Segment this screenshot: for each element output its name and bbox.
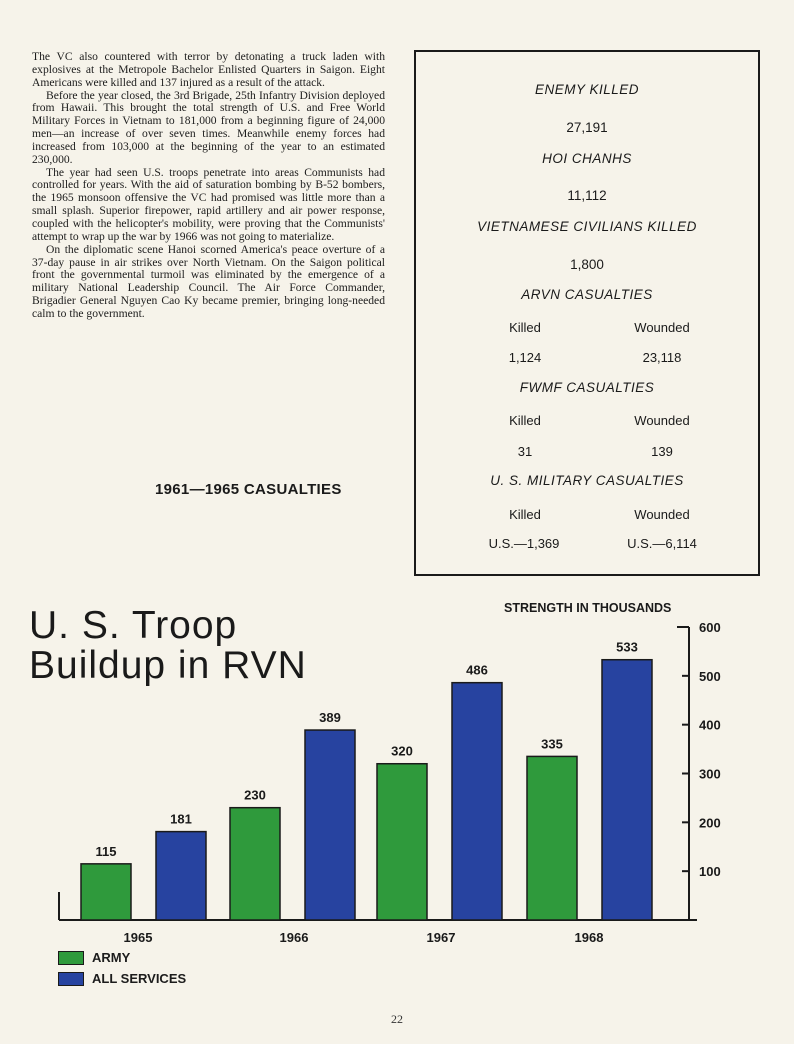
bar-value-label: 115 [95, 843, 117, 859]
us-wounded-label: Wounded [634, 507, 690, 522]
fwmf-wounded-value: 139 [651, 444, 673, 459]
bar-value-label: 486 [466, 662, 488, 678]
bar-army-1965 [81, 864, 131, 920]
y-tick-label: 600 [699, 620, 721, 635]
legend-item-army [58, 947, 186, 968]
legend-swatch-all-services [58, 972, 84, 986]
bar-army-1966 [230, 808, 280, 920]
bar-army-1968 [527, 756, 577, 920]
x-category-label: 1965 [123, 930, 153, 945]
bar-value-label: 230 [244, 787, 266, 803]
hoi-chanhs-value: 11,112 [567, 188, 607, 203]
enemy-killed-label: ENEMY KILLED [534, 82, 640, 97]
bar-value-label: 389 [319, 710, 341, 726]
fwmf-wounded-label: Wounded [634, 413, 690, 428]
x-category-label: 1967 [426, 930, 456, 945]
paragraph-1: The VC also countered with terror by detonating a truck laden with explosives at the Metropole Bachelor Enlisted Quarters in Saigon. Eight Americans were killed and 137 injured as a result of the attack. [32, 50, 385, 89]
civilians-value: 1,800 [570, 257, 604, 272]
legend-item-all-services [58, 968, 186, 989]
y-tick-label: 200 [699, 815, 721, 831]
y-tick-label: 100 [699, 864, 721, 880]
arvn-killed-label: Killed [509, 320, 541, 335]
y-tick-label: 300 [699, 766, 721, 782]
y-tick-label: 400 [699, 717, 721, 733]
arvn-killed-value: 1,124 [508, 350, 542, 365]
us-killed-label: Killed [509, 507, 541, 522]
bar-army-1967 [377, 764, 427, 920]
us-wounded-value: U.S.—6,114 [627, 536, 697, 551]
chart-title-line-2: Buildup in RVN [29, 644, 307, 687]
x-category-label: 1968 [574, 930, 604, 945]
bar-all-services-1966 [305, 730, 355, 920]
paragraph-3: The year had seen U.S. troops penetrate into areas Communists had controlled for years. With the aid of saturation bombing by B-52 bombers, the 1965 monsoon offensive the VC had promised was little more than a small splash. Superior firepower, rapid artillery and air power response, coupled with the helicopter's mobility, were proving that the Communists' attempt to wrap up the war by 1966 was not going to materialize. [32, 165, 385, 243]
civilians-label: VIETNAMESE CIVILIANS KILLED [477, 219, 697, 234]
bar-value-label: 320 [391, 743, 413, 759]
bar-all-services-1968 [602, 660, 652, 920]
y-tick-label: 500 [699, 668, 721, 684]
bar-all-services-1965 [156, 832, 206, 920]
legend-label-army: ARMY [92, 950, 131, 965]
casualties-title: 1961—1965 CASUALTIES [155, 481, 342, 498]
bar-value-label: 181 [170, 811, 192, 827]
chart-legend [58, 947, 186, 989]
paragraph-2: Before the year closed, the 3rd Brigade, 25th Infantry Division deployed from Hawaii. This brought the total strength of U.S. and Free World Military Forces in Vietnam to 181,000 from a beginning figure of 24,000 men—an increase of over seven times. Meanwhile enemy forces had increased from 103,000 at the beginning of the year to an estimated 230,000. [32, 88, 385, 166]
arvn-label: ARVN CASUALTIES [521, 287, 653, 302]
enemy-killed-value: 27,191 [566, 120, 608, 135]
y-axis-title: STRENGTH IN THOUSANDS [504, 601, 672, 615]
bar-value-label: 533 [616, 639, 638, 655]
arvn-wounded-label: Wounded [634, 320, 690, 335]
fwmf-label: FWMF CASUALTIES [519, 380, 655, 395]
bar-value-label: 335 [541, 736, 563, 752]
arvn-wounded-value: 23,118 [642, 350, 682, 365]
fwmf-killed-label: Killed [509, 413, 541, 428]
us-label: U. S. MILITARY CASUALTIES [490, 473, 684, 488]
x-category-label: 1966 [279, 930, 309, 945]
page-number: 22 [391, 1012, 403, 1026]
chart-title-line-1: U. S. Troop [29, 604, 238, 647]
us-killed-value: U.S.—1,369 [488, 536, 560, 551]
legend-label-all-services: ALL SERVICES [92, 971, 187, 986]
fwmf-killed-value: 31 [517, 444, 533, 459]
paragraph-4: On the diplomatic scene Hanoi scorned America's peace overture of a 37-day pause in air strikes over North Vietnam. On the Saigon political front the governmental turmoil was eliminated by the emergence of a military National Leadership Council. The Air Force Commander, Brigadier General Nguyen Cao Ky became premier, bringing long-needed calm to the government. [32, 242, 385, 320]
legend-swatch-army [58, 951, 84, 965]
hoi-chanhs-label: HOI CHANHS [542, 151, 632, 166]
bar-all-services-1967 [452, 683, 502, 920]
